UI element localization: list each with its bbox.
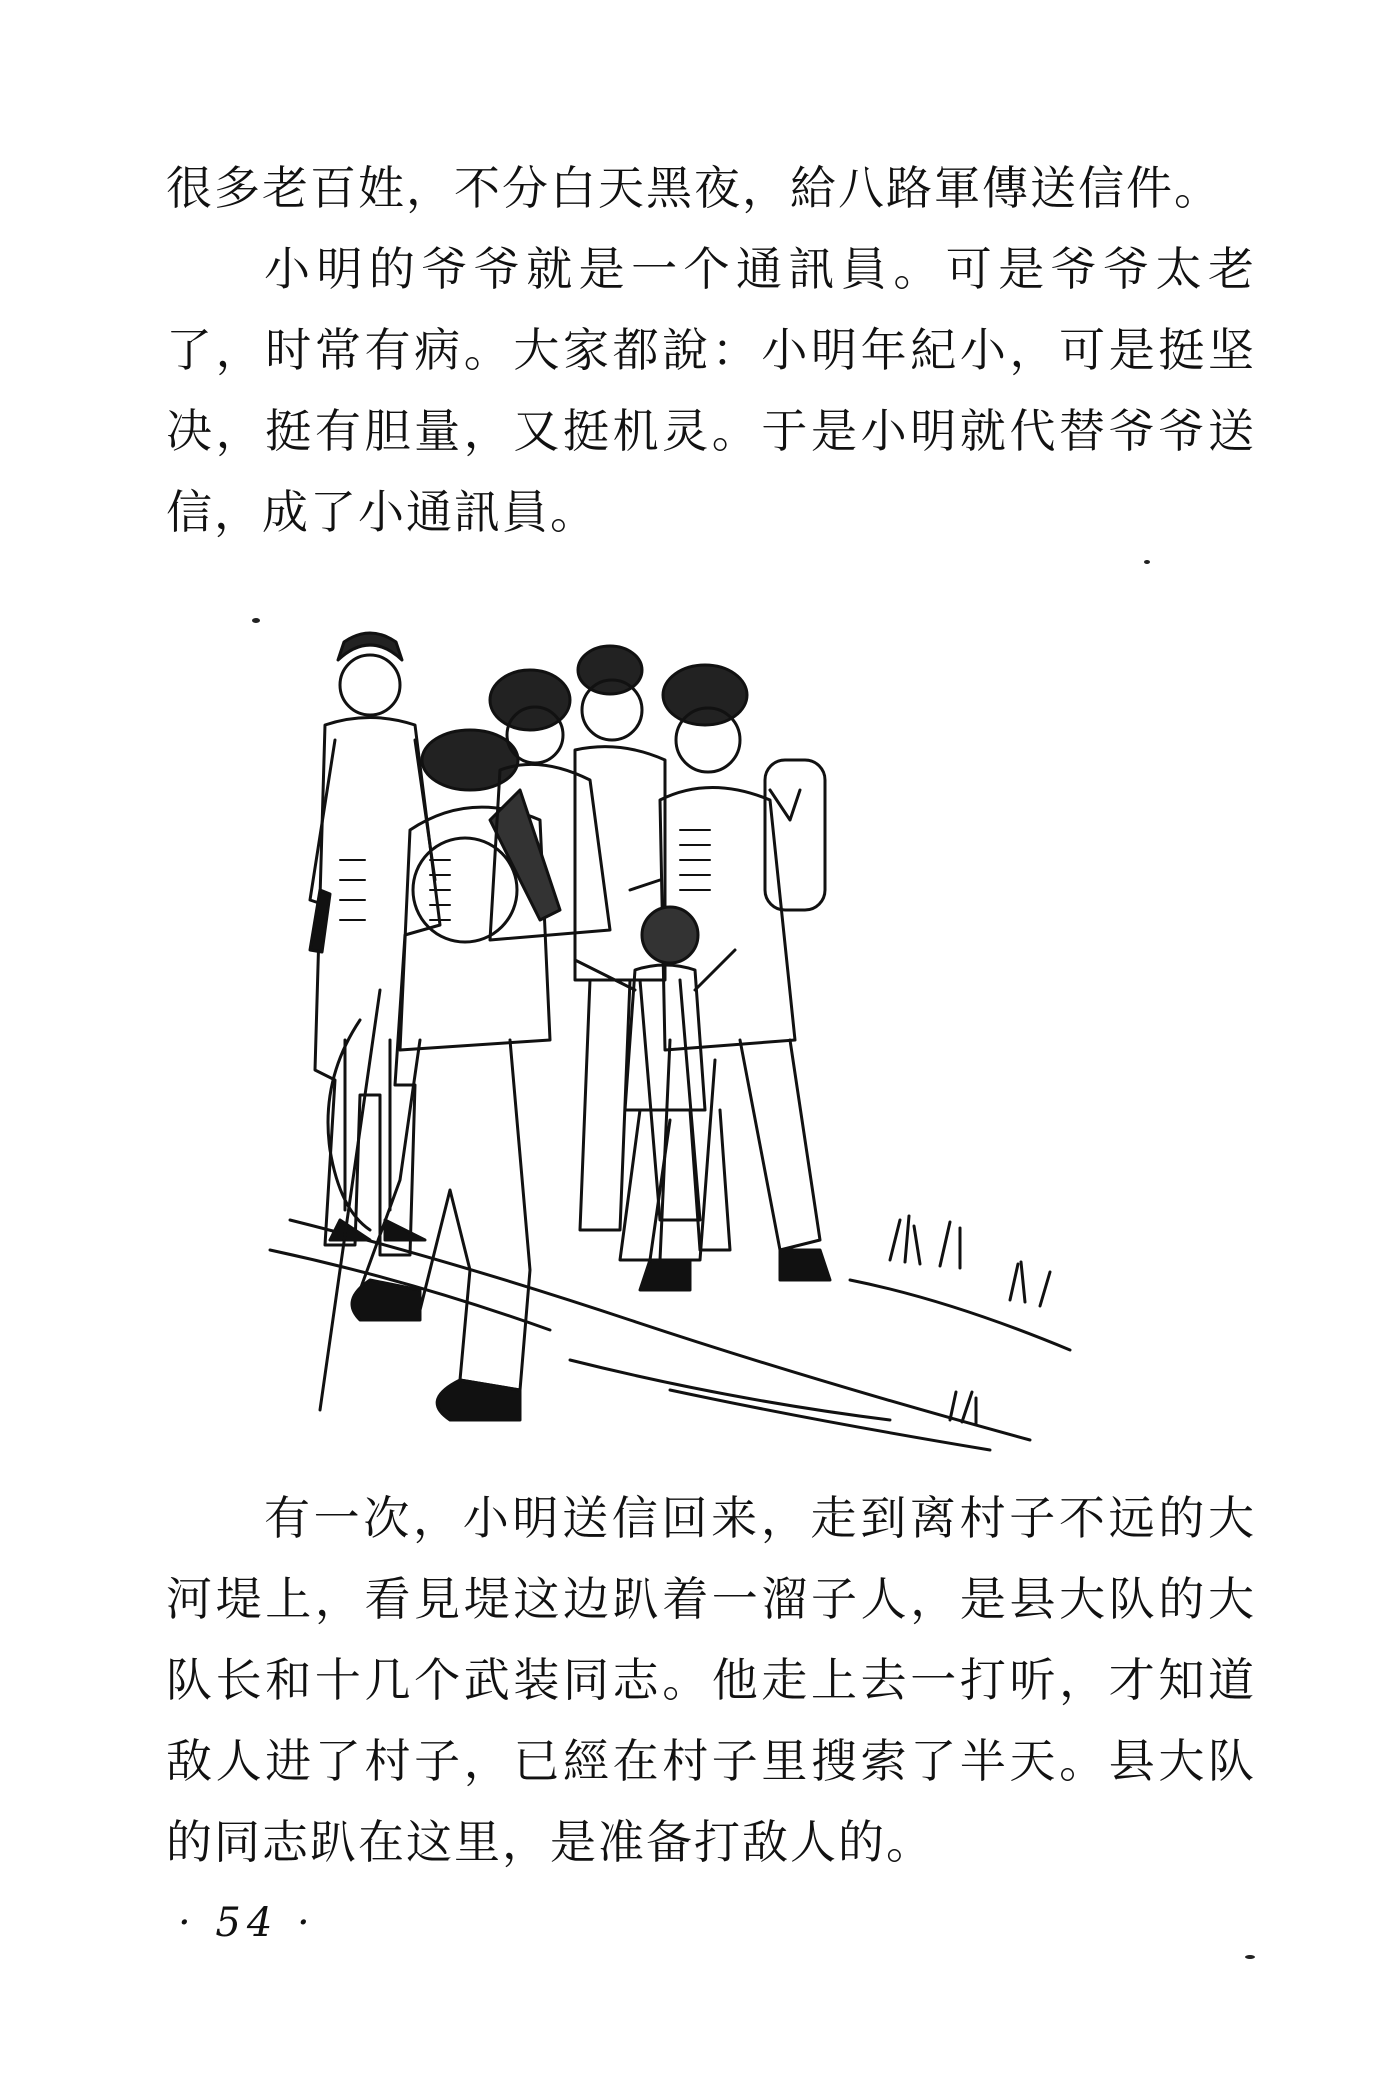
print-speck xyxy=(1245,1955,1255,1959)
print-speck xyxy=(1144,560,1150,564)
officer-figure xyxy=(310,633,440,1255)
soldiers-illustration xyxy=(250,560,1170,1460)
print-speck xyxy=(252,618,260,623)
paragraph-riverbank: 有一次，小明送信回来，走到离村子不远的大河堤上，看見堤这边趴着一溜子人，是县大队的大队长和十几个武装同志。他走上去一打听，才知道敌人进了村子，已經在村子里搜索了半天。县大队的同志趴在这里，是准备打敌人的。 xyxy=(166,1491,1256,1869)
paragraph-continuation: 很多老百姓，不分白天黑夜，給八路軍傳送信件。 xyxy=(166,161,1222,215)
page-number: · 54 · xyxy=(178,1900,316,1946)
bottom-text-block xyxy=(166,1478,1256,1883)
paragraph-grandfather: 小明的爷爷就是一个通訊員。可是爷爷太老了，时常有病。大家都說：小明年紀小，可是挺坚决，挺有胆量，又挺机灵。于是小明就代替爷爷送信，成了小通訊員。 xyxy=(166,242,1256,539)
boy-figure xyxy=(575,907,735,1260)
top-text-block xyxy=(166,148,1256,553)
soldier-back-figure xyxy=(320,730,560,1420)
